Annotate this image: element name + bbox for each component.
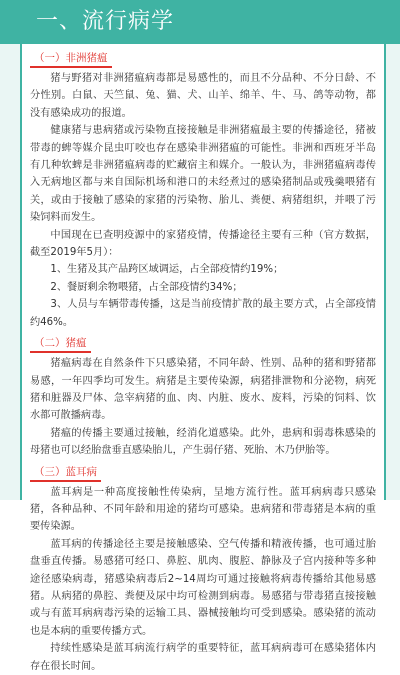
list-item: 2、餐厨剩余物喂猪，占全部疫情约34%； <box>50 281 243 293</box>
section-classical-swine-fever <box>30 331 376 459</box>
paragraph: 蓝耳病是一种高度接触性传染病，呈地方流行性。蓝耳病病毒只感染猪，各种品种、不同年龄和用途的猪均可感染。患病猪和带毒猪是本病的重要传染源。 <box>30 486 376 533</box>
section-heading: （三）蓝耳病 <box>30 466 101 482</box>
section-heading: （一）非洲猪瘟 <box>30 52 112 68</box>
paragraph: 蓝耳病的传播途径主要是接触感染、空气传播和精液传播，也可通过胎盘垂直传播。易感猪可经口、鼻腔、肌肉、腹腔、静脉及子宫内接种等多种途径感染病毒，猪感染病毒后2~14周均可通过接触将病毒传播给其他易感猪。从病猪的鼻腔、粪便及尿中均可检测到病毒。易感猪与带毒猪直接接触或与有蓝耳病病毒污染的运输工具、器械接触均可受到感染。感染猪的流动也是本病的重要传播方式。 <box>30 538 376 637</box>
page-title: 一、流行病学 <box>36 9 175 34</box>
list-item: 1、生猪及其产品跨区域调运，占全部疫情约19%； <box>50 264 284 276</box>
content-card <box>20 44 386 672</box>
paragraph: 健康猪与患病猪或污染物直接接触是非洲猪瘟最主要的传播途径，猪被带毒的蜱等媒介昆虫叮咬也存在感染非洲猪瘟的可能性。非洲和西班牙半岛有几种软蜱是非洲猪瘟病毒的贮藏宿主和媒介。一般认为，非洲猪瘟病毒传入无病地区都与来自国际机场和港口的未经煮过的感染猪制品或残羹喂猪有关，或由于接触了感染的家猪的污染物、胎儿、粪便、病猪组织，并喂了污染饲料而发生。 <box>30 125 376 224</box>
paragraph: 猪瘟的传播主要通过接触，经消化道感染。此外，患病和弱毒株感染的母猪也可以经胎盘垂直感染胎儿，产生弱仔猪、死胎、木乃伊胎等。 <box>30 427 376 457</box>
section-heading: （二）猪瘟 <box>30 337 91 353</box>
paragraph: 猪瘟病毒在自然条件下只感染猪，不同年龄、性别、品种的猪和野猪都易感，一年四季均可发生。病猪是主要传染源，病猪排泄物和分泌物，病死猪和脏器及尸体、急宰病猪的血、肉、内脏、废水、废料，污染的饲料、饮水都可散播病毒。 <box>30 358 376 422</box>
header-banner <box>0 0 400 44</box>
paragraph: 持续性感染是蓝耳病流行病学的重要特征，蓝耳病病毒可在感染猪体内存在很长时间。 <box>30 643 376 672</box>
paragraph: 猪与野猪对非洲猪瘟病毒都是易感性的，而且不分品种、不分日龄、不分性别。白鼠、天竺鼠、兔、猫、犬、山羊、绵羊、牛、马、鸽等动物，都没有感染成功的报道。 <box>30 73 376 119</box>
list-item: 3、人员与车辆带毒传播，这是当前疫情扩散的最主要方式，占全部疫情约46%。 <box>30 299 376 328</box>
paragraph: 中国现在已查明疫源中的家猪疫情，传播途径主要有三种（官方数据，截至2019年5月）： <box>30 229 376 259</box>
section-blue-ear-disease <box>30 460 376 675</box>
section-african-swine-fever <box>30 46 376 331</box>
